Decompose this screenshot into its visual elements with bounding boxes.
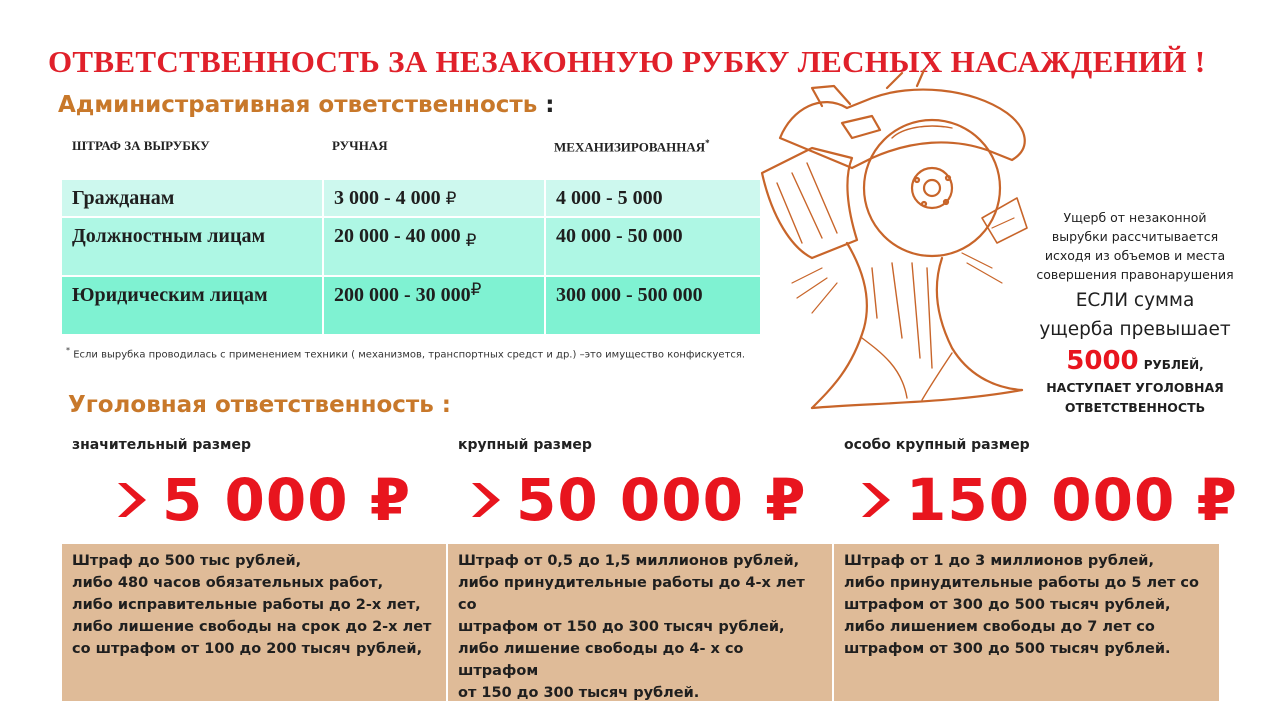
column-header-mechanized bbox=[554, 138, 710, 155]
column-header-fine: ШТРАФ ЗА ВЫРУБКУ bbox=[72, 138, 210, 153]
chevron-right-icon bbox=[112, 479, 152, 521]
ruble-sign: ₽ bbox=[470, 280, 482, 300]
penalty-significant: Штраф до 500 тыс рублей, либо 480 часов обязательных работ, либо исправительные работы до 2-х лет, либо лишение свободы на срок до 2-х лет со штрафом от 100 до 200 тысяч рублей, bbox=[62, 544, 448, 701]
page-title: ОТВЕТСТВЕННОСТЬ ЗА НЕЗАКОННУЮ РУБКУ ЛЕСНЫХ НАСАЖДЕНИЙ ! bbox=[48, 44, 1206, 79]
criminal-heading: Уголовная ответственность : bbox=[68, 392, 451, 418]
tier-amount-especially-large bbox=[856, 466, 1238, 534]
table-row bbox=[62, 276, 760, 335]
footnote-mark: * bbox=[66, 346, 70, 355]
damage-threshold-amount: 5000 bbox=[1066, 346, 1139, 376]
footnote-text: Если вырубка проводилась с применением техники ( механизмов, транспортных средст и др.) –это имущество конфискуется. bbox=[73, 349, 746, 361]
damage-note-calculation: Ущерб от незаконной вырубки рассчитывается исходя из объемов и места совершения правонарушения bbox=[1036, 210, 1234, 282]
tier-amount-text: 150 000 ₽ bbox=[906, 466, 1238, 534]
tier-label-significant: значительный размер bbox=[72, 437, 251, 453]
manual-amount: 200 000 - 30 000 bbox=[334, 284, 471, 306]
column-header-mark: * bbox=[705, 138, 710, 148]
tier-amount-text: 50 000 ₽ bbox=[516, 466, 807, 534]
table-row bbox=[62, 180, 760, 217]
administrative-heading bbox=[58, 92, 554, 118]
table-cell-who: Должностным лицам bbox=[62, 217, 323, 276]
table-row bbox=[62, 217, 760, 276]
penalty-especially-large: Штраф от 1 до 3 миллионов рублей, либо принудительные работы до 5 лет со штрафом от 300 до 500 тысяч рублей, либо лишением свободы до 7 лет со штрафом от 300 до 500 тысяч рублей. bbox=[834, 544, 1219, 701]
damage-threshold-unit: РУБЛЕЙ, bbox=[1143, 358, 1204, 372]
manual-amount: 20 000 - 40 000 bbox=[334, 225, 461, 247]
table-cell-mechanized: 300 000 - 500 000 bbox=[545, 276, 760, 335]
ruble-sign: ₽ bbox=[445, 189, 457, 209]
column-header-mechanized-text: МЕХАНИЗИРОВАННАЯ bbox=[554, 139, 706, 155]
criminal-penalties bbox=[62, 544, 1219, 701]
tier-amount-significant bbox=[112, 466, 411, 534]
chevron-right-icon bbox=[466, 479, 506, 521]
damage-note-condition: ЕСЛИ сумма ущерба превышает bbox=[1039, 290, 1231, 340]
footnote bbox=[66, 346, 745, 360]
damage-note bbox=[1032, 208, 1238, 418]
manual-amount: 3 000 - 4 000 bbox=[334, 187, 441, 209]
tier-amount-text: 5 000 ₽ bbox=[162, 466, 412, 534]
tier-label-especially-large: особо крупный размер bbox=[844, 437, 1030, 453]
saw-stump-illustration bbox=[752, 68, 1042, 418]
administrative-heading-text: Административная ответственность bbox=[58, 92, 538, 118]
chevron-right-icon bbox=[856, 479, 896, 521]
table-cell-who: Юридическим лицам bbox=[62, 276, 323, 335]
table-cell-who: Гражданам bbox=[62, 180, 323, 217]
table-cell-mechanized: 4 000 - 5 000 bbox=[545, 180, 760, 217]
table-cell-manual bbox=[323, 217, 545, 276]
tier-amount-large bbox=[466, 466, 807, 534]
column-header-manual: РУЧНАЯ bbox=[332, 138, 388, 153]
administrative-fines-table bbox=[62, 180, 760, 336]
penalty-large: Штраф от 0,5 до 1,5 миллионов рублей, либо принудительные работы до 4-х лет со штрафом от 150 до 300 тысяч рублей, либо лишение свободы до 4- х со штрафом от 150 до 300 тысяч рублей. bbox=[448, 544, 834, 701]
table-cell-mechanized: 40 000 - 50 000 bbox=[545, 217, 760, 276]
table-cell-manual bbox=[323, 180, 545, 217]
ruble-sign: ₽ bbox=[465, 231, 477, 251]
administrative-heading-colon: : bbox=[545, 92, 555, 118]
table-cell-manual bbox=[323, 276, 545, 335]
damage-threshold bbox=[1032, 346, 1238, 376]
damage-note-consequence: НАСТУПАЕТ УГОЛОВНАЯ ОТВЕТСТВЕННОСТЬ bbox=[1046, 380, 1224, 415]
tier-label-large: крупный размер bbox=[458, 437, 592, 453]
